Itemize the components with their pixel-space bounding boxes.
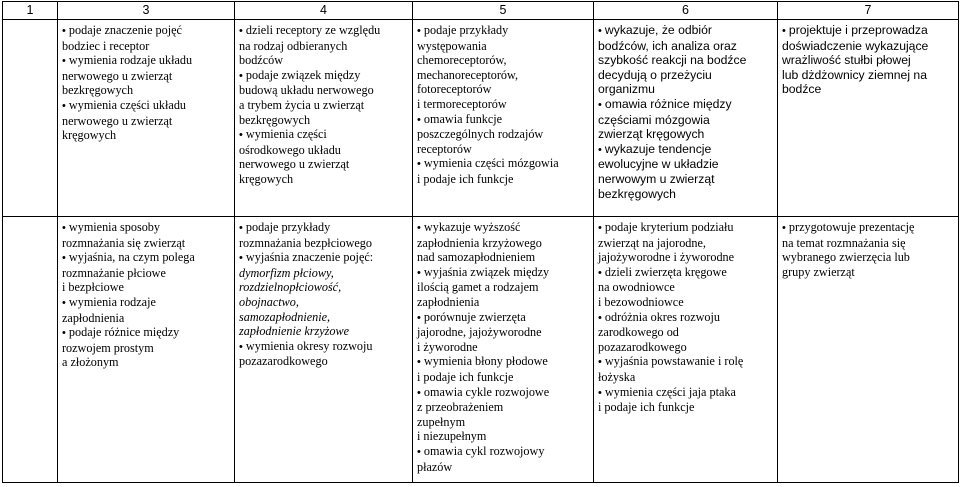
cell-r1-c4 — [235, 20, 413, 217]
term: dymorfizm płciowy, — [239, 265, 334, 280]
item-line: płazów — [417, 459, 453, 474]
item-line: zwierząt kręgowych — [598, 127, 705, 142]
item: • wykazuje, że odbiór — [598, 23, 773, 39]
item-line: zarodkowego od — [598, 325, 679, 340]
item: • przygotowuje prezentację — [782, 220, 954, 236]
item-line: fotoreceptorów — [417, 82, 492, 97]
term: obojnactwo, — [239, 294, 299, 309]
item-line: kręgowych — [62, 128, 117, 143]
item: • wyjaśnia powstawanie i rolę — [598, 354, 773, 370]
item-line: zapłodnienia — [417, 294, 480, 309]
cell-r1-c6 — [594, 20, 778, 217]
item: • porównuje zwierzęta — [417, 310, 589, 326]
item-line: wrażliwość stułbi płowej — [782, 53, 911, 68]
item-line: nad samozapłodnieniem — [417, 250, 536, 265]
item-line: jajożyworodne i żyworodne — [598, 250, 735, 265]
cell-r2-c5 — [413, 217, 594, 483]
item-line: budową układu nerwowego — [239, 83, 374, 98]
item-line: łożyska — [598, 369, 636, 384]
item-line: i niezupełnym — [417, 429, 487, 444]
item-line: na temat rozmnażania się — [782, 235, 906, 250]
item-line: ośrodkowego układu — [239, 142, 341, 157]
item-line: bezkręgowych — [598, 186, 676, 201]
item: • podaje związek między — [239, 68, 408, 84]
header-col-4: 4 — [235, 2, 413, 20]
item: • podaje przykłady — [417, 23, 589, 39]
item-line: rozmnażania się zwierząt — [62, 235, 186, 250]
cell-r2-c6 — [594, 217, 778, 483]
item: • wymienia części — [239, 127, 408, 143]
item-line: występowania — [417, 38, 487, 53]
item-line: wybranego zwierzęcia lub — [782, 250, 910, 265]
item-line: ilością gamet a rodzajem — [417, 280, 539, 295]
item-line: i podaje ich funkcje — [598, 400, 695, 415]
item-line: rozmnażanie płciowe — [62, 265, 166, 280]
item: • wyjaśnia znaczenie pojęć: — [239, 250, 408, 266]
header-col-6: 6 — [594, 2, 778, 20]
item-line: i bezpłciowe — [62, 280, 124, 295]
item-line: i termoreceptorów — [417, 96, 507, 111]
item: • omawia cykl rozwojowy — [417, 444, 589, 460]
item-line: zapłodnienia — [62, 310, 125, 325]
item-line: szybkość reakcji na bodźce — [598, 53, 747, 68]
item-line: i bezowodniowce — [598, 294, 684, 309]
item: • wykazuje wyższość — [417, 220, 589, 236]
item: • wymienia rodzaje układu — [62, 53, 230, 69]
item-line: i podaje ich funkcje — [417, 369, 514, 384]
item: • omawia różnice między — [598, 97, 773, 113]
cell-r1-c5 — [413, 20, 594, 217]
header-col-5: 5 — [413, 2, 594, 20]
cell-r2-c4 — [235, 217, 413, 483]
item-line: bezkręgowych — [239, 112, 311, 127]
header-row — [3, 2, 959, 20]
cell-r2-c7 — [778, 217, 959, 483]
item-line: jajorodne, jajożyworodne — [417, 325, 542, 340]
item-line: nerwowego u zwierząt — [62, 68, 173, 83]
cell-r2-c1 — [3, 217, 58, 483]
item-line: zwierząt na jajorodne, — [598, 235, 706, 250]
curriculum-table — [2, 1, 959, 483]
item-line: i podaje ich funkcje — [417, 171, 514, 186]
header-col-7: 7 — [778, 2, 959, 20]
item-line: receptorów — [417, 141, 472, 156]
term: samozapłodnienie, — [239, 309, 331, 324]
item-line: ewolucyjne w układzie — [598, 157, 719, 172]
item: • podaje różnice między — [62, 325, 230, 341]
item-line: na rodzaj odbieranych — [239, 38, 348, 53]
item-line: nerwowego u zwierząt — [239, 157, 350, 172]
item: • wyjaśnia związek między — [417, 265, 589, 281]
item: • dzieli receptory ze względu — [239, 23, 408, 39]
item: • omawia cykle rozwojowe — [417, 385, 589, 401]
item: • wymienia części mózgowia — [417, 156, 589, 172]
item: • wymienia okresy rozwoju — [239, 339, 408, 355]
header-col-1: 1 — [3, 2, 58, 20]
item-line: zapłodnienia krzyżowego — [417, 235, 542, 250]
item-line: poszczególnych rodzajów — [417, 127, 544, 142]
item-line: rozmnażania bezpłciowego — [239, 235, 372, 250]
cell-r1-c7 — [778, 20, 959, 217]
item-line: kręgowych — [239, 171, 294, 186]
cell-r1-c1 — [3, 20, 58, 217]
item-line: zupełnym — [417, 414, 466, 429]
term: zapłodnienie krzyżowe — [239, 324, 350, 339]
item-line: pozazarodkowego — [598, 339, 687, 354]
item: • wymienia sposoby — [62, 220, 230, 236]
item-line: grupy zwierząt — [782, 264, 855, 279]
item-line: bodźców — [239, 53, 283, 68]
item-line: nerwowym u zwierząt — [598, 171, 715, 186]
table-row-reproduction — [3, 217, 959, 483]
item-line: na owodniowce — [598, 280, 675, 295]
item-line: mechanoreceptorów, — [417, 67, 519, 82]
item-line: organizmu — [598, 82, 655, 97]
item-line: pozazarodkowego — [239, 354, 328, 369]
item-line: doświadczenie wykazujące — [782, 38, 929, 53]
item-line: bodziec i receptor — [62, 38, 150, 53]
term: rozdzielnopłciowość, — [239, 280, 342, 295]
cell-r2-c3 — [58, 217, 235, 483]
item: • odróżnia okres rozwoju — [598, 310, 773, 326]
item: • wyjaśnia, na czym polega — [62, 250, 230, 266]
item-line: chemoreceptorów, — [417, 53, 507, 68]
item-line: bodźce — [782, 82, 822, 97]
item-line: nerwowego u zwierząt — [62, 113, 173, 128]
item-line: lub dżdżownicy ziemnej na — [782, 67, 927, 82]
item-line: rozwojem prostym — [62, 340, 154, 355]
item-line: częściami mózgowia — [598, 112, 710, 127]
header-col-3: 3 — [58, 2, 235, 20]
table-row-nervous-system — [3, 20, 959, 217]
item: • podaje znaczenie pojęć — [62, 23, 230, 39]
item: • wymienia błony płodowe — [417, 354, 589, 370]
item-line: z przeobrażeniem — [417, 400, 504, 415]
item-line: bezkręgowych — [62, 83, 134, 98]
item: • dzieli zwierzęta kręgowe — [598, 265, 773, 281]
item: • wymienia części układu — [62, 98, 230, 114]
item: • wymienia rodzaje — [62, 295, 230, 311]
item: • wykazuje tendencje — [598, 142, 773, 158]
item-line: i żyworodne — [417, 339, 478, 354]
item-line: bodźców, ich analiza oraz — [598, 38, 737, 53]
cell-r1-c3 — [58, 20, 235, 217]
item-line: a złożonym — [62, 355, 119, 370]
item: • podaje przykłady — [239, 220, 408, 236]
item: • omawia funkcje — [417, 112, 589, 128]
item: • projektuje i przeprowadza — [782, 23, 954, 39]
item: • podaje kryterium podziału — [598, 220, 773, 236]
item: • wymienia części jaja ptaka — [598, 385, 773, 401]
item-line: decydują o przeżyciu — [598, 67, 712, 82]
item-line: a trybem życia u zwierząt — [239, 97, 365, 112]
